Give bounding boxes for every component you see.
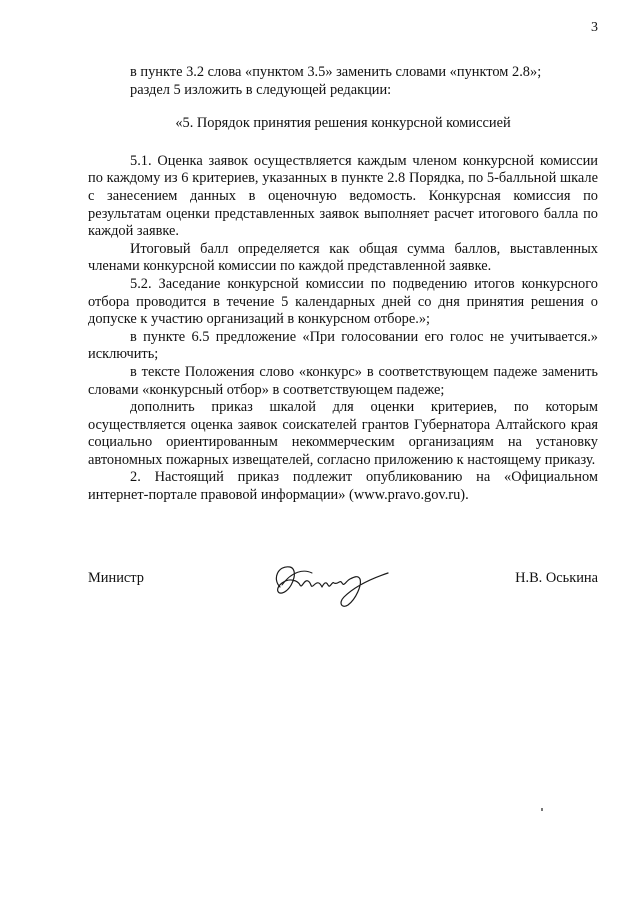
paragraph-section-5-intro: раздел 5 изложить в следующей редакции: xyxy=(130,81,392,98)
paragraph-publication: 2. Настоящий приказ подлежит опубликованию на «Официальном интернет-портале правовой информации» (www.pravo.gov.ru). xyxy=(88,469,598,504)
handwritten-signature xyxy=(268,555,398,615)
document-body xyxy=(88,64,598,505)
section-heading: «5. Порядок принятия решения конкурсной комиссией xyxy=(175,115,511,132)
paragraph-5-2: 5.2. Заседание конкурсной комиссии по подведению итогов конкурсного отбора проводится в течение 5 календарных дней со дня принятия решения о допуске к участию организаций в конкурсном отборе.»; xyxy=(88,275,598,328)
signatory-title: Министр xyxy=(88,570,144,586)
scan-speck xyxy=(541,808,543,811)
page-number: 3 xyxy=(591,20,598,35)
paragraph-final-score: Итоговый балл определяется как общая сумма баллов, выставленных членами конкурсной комиссии по каждой представленной заявке. xyxy=(88,240,598,275)
paragraph-amend-6-5: в пункте 6.5 предложение «При голосовании его голос не учитывается.» исключить; xyxy=(88,328,598,363)
paragraph-replace-word: в тексте Положения слово «конкурс» в соответствующем падеже заменить словами «конкурсный отбор» в соответствующем падеже; xyxy=(88,363,598,398)
paragraph-5-1: 5.1. Оценка заявок осуществляется каждым членом конкурсной комиссии по каждому из 6 критериев, указанных в пункте 2.8 Порядка, по 5-балльной шкале с занесением данных в оценочную ведомость. Конкурсная комиссия по результатам оценки представленных заявок выполняет расчет итогового балла по каждой заявке. xyxy=(88,152,598,240)
signature-block xyxy=(88,555,598,605)
signatory-name: Н.В. Оськина xyxy=(515,570,598,586)
paragraph-amend-3-2: в пункте 3.2 слова «пунктом 3.5» заменить словами «пунктом 2.8»; xyxy=(130,64,542,80)
paragraph-add-scale: дополнить приказ шкалой для оценки критериев, по которым осуществляется оценка заявок соискателей грантов Губернатора Алтайского края социально ориентированным некоммерческим организациям на установку автономных пожарных извещателей, согласно приложению к настоящему приказу. xyxy=(88,399,598,468)
